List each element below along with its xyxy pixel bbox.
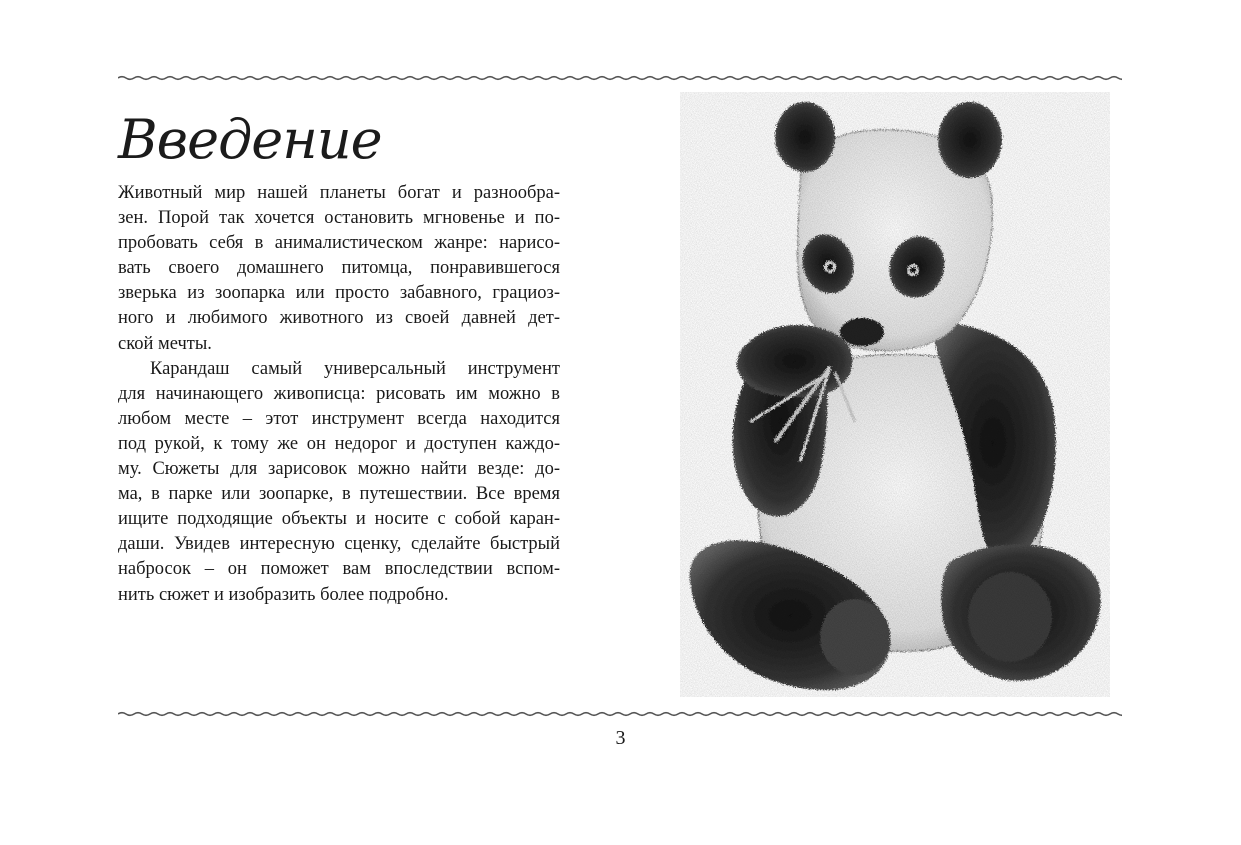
text-line: ма, в парке или зоопарке, в путешествии. Все время <box>118 484 560 505</box>
text-line: любом месте – этот инструмент всегда находится <box>118 408 560 429</box>
text-line: Животный мир нашей планеты богат и разнообра- <box>118 183 560 203</box>
text-line: под рукой, к тому же он недорог и доступен каждо- <box>118 433 560 454</box>
text-line: набросок – он поможет вам впоследствии вспом- <box>118 559 560 580</box>
paragraph-2 <box>118 357 560 608</box>
text-line: му. Сюжеты для зарисовок можно найти везде: до- <box>118 459 560 480</box>
text-line: для начинающего живописца: рисовать им можно в <box>118 383 560 404</box>
text-line: вать своего домашнего питомца, понравившегося <box>118 258 560 279</box>
text-line: зен. Порой так хочется остановить мгновенье и по- <box>118 208 560 229</box>
page-title: Введение <box>118 108 382 171</box>
text-line: даши. Увидев интересную сценку, сделайте быстрый <box>118 534 560 555</box>
text-line: пробовать себя в анималистическом жанре: нарисо- <box>118 233 560 254</box>
body-text <box>118 181 560 608</box>
text-line: нить сюжет и изобразить более подробно. <box>118 584 449 605</box>
panda-sketch-icon <box>680 92 1110 697</box>
page-number: 3 <box>615 727 626 749</box>
text-line: Карандаш самый универсальный инструмент <box>150 358 560 379</box>
text-line: ищите подходящие объекты и носите с собой каран- <box>118 509 560 530</box>
paragraph-1 <box>118 181 560 357</box>
bottom-wavy-rule <box>118 709 1122 719</box>
top-wavy-rule <box>118 73 1122 83</box>
text-line: ской мечты. <box>118 333 212 354</box>
text-line: зверька из зоопарка или просто забавного, грациоз- <box>118 283 560 304</box>
text-line: ного и любимого животного из своей давней дет- <box>118 308 560 329</box>
